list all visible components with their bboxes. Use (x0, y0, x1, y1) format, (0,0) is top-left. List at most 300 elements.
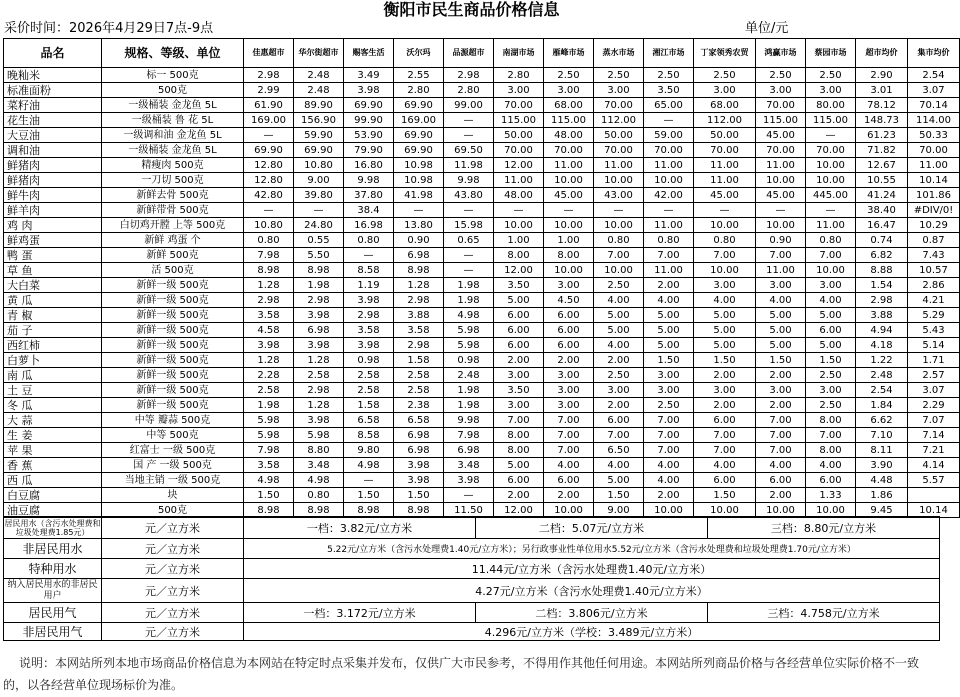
product-spec: 一级桶装 金龙鱼 5L (102, 98, 244, 113)
price-cell: 16.47 (856, 218, 908, 233)
table-row (4, 353, 960, 368)
price-cell: 5.00 (494, 458, 544, 473)
price-cell: 3.00 (806, 383, 856, 398)
price-cell: 2.50 (806, 68, 856, 83)
utility-unit: 元／立方米 (102, 539, 244, 559)
utility-tier: 一档：3.82元/立方米 (244, 517, 476, 539)
product-name: 鲜牛肉 (4, 188, 102, 203)
meta-row (0, 20, 943, 38)
price-cell: 70.00 (594, 98, 644, 113)
price-cell: 6.00 (494, 473, 544, 488)
price-cell: 2.50 (594, 68, 644, 83)
price-cell: 115.00 (544, 113, 594, 128)
header-row (4, 39, 960, 68)
product-spec: 标一 500克 (102, 68, 244, 83)
price-cell: 1.58 (394, 353, 444, 368)
price-cell: 7.00 (644, 443, 694, 458)
price-cell: 2.00 (544, 353, 594, 368)
table-row (4, 113, 960, 128)
price-cell: 10.14 (908, 173, 960, 188)
price-cell: 5.00 (644, 308, 694, 323)
price-cell: 4.98 (344, 458, 394, 473)
price-cell: 69.50 (444, 143, 494, 158)
price-cell: 61.90 (244, 98, 294, 113)
price-cell: 11.00 (908, 158, 960, 173)
price-cell: 7.10 (856, 428, 908, 443)
price-cell: 1.00 (544, 233, 594, 248)
price-cell: 2.80 (494, 68, 544, 83)
price-cell: 2.48 (294, 68, 344, 83)
price-cell: 7.00 (694, 248, 756, 263)
price-cell: 6.00 (694, 413, 756, 428)
price-cell: 5.29 (908, 308, 960, 323)
price-cell: 69.90 (294, 143, 344, 158)
price-cell: 8.00 (806, 413, 856, 428)
price-table (3, 38, 960, 518)
price-cell: 1.98 (244, 398, 294, 413)
utility-value: 4.296元/立方米（学校：3.489元/立方米） (244, 623, 940, 641)
price-cell: 12.00 (494, 503, 544, 518)
price-cell: 43.80 (444, 188, 494, 203)
price-cell: 2.00 (756, 398, 806, 413)
price-cell: 7.00 (756, 248, 806, 263)
price-cell: 12.00 (494, 158, 544, 173)
price-cell: 1.54 (856, 278, 908, 293)
product-name: 南 瓜 (4, 368, 102, 383)
price-cell: 2.50 (806, 398, 856, 413)
price-cell: 7.00 (694, 443, 756, 458)
price-cell: 2.00 (694, 368, 756, 383)
table-row (4, 308, 960, 323)
price-cell: 6.00 (756, 473, 806, 488)
product-name: 西红柿 (4, 338, 102, 353)
product-spec: 500克 (102, 83, 244, 98)
price-cell: 115.00 (806, 113, 856, 128)
price-cell: 11.00 (694, 173, 756, 188)
price-cell: 1.98 (294, 278, 344, 293)
price-cell: 169.00 (244, 113, 294, 128)
price-cell: 6.00 (494, 308, 544, 323)
price-cell: 3.00 (694, 383, 756, 398)
product-name: 鸭 蛋 (4, 248, 102, 263)
table-row (4, 278, 960, 293)
column-header: 雁峰市场 (544, 39, 594, 68)
price-cell: 5.00 (694, 323, 756, 338)
price-cell: 48.00 (494, 188, 544, 203)
price-cell: 10.00 (694, 218, 756, 233)
price-cell: 16.98 (344, 218, 394, 233)
price-cell: 5.00 (694, 308, 756, 323)
price-cell: 156.90 (294, 113, 344, 128)
price-cell: 4.98 (294, 473, 344, 488)
price-cell: 3.00 (644, 368, 694, 383)
price-cell: 148.73 (856, 113, 908, 128)
price-cell: 3.48 (294, 458, 344, 473)
product-name: 茄 子 (4, 323, 102, 338)
price-cell: 7.00 (544, 428, 594, 443)
table-row (4, 383, 960, 398)
utility-unit: 元／立方米 (102, 517, 244, 539)
table-row (4, 233, 960, 248)
price-cell: 37.80 (344, 188, 394, 203)
product-name: 土 豆 (4, 383, 102, 398)
utility-row (4, 623, 940, 641)
price-cell: 8.98 (394, 503, 444, 518)
price-cell: 3.00 (806, 83, 856, 98)
price-cell: 3.58 (244, 308, 294, 323)
table-row (4, 413, 960, 428)
price-cell: 43.00 (594, 188, 644, 203)
price-cell: 6.58 (344, 413, 394, 428)
product-name: 菜籽油 (4, 98, 102, 113)
price-cell: — (394, 203, 444, 218)
utility-tier: 三档：4.758元/立方米 (708, 603, 940, 623)
price-cell: 70.00 (756, 98, 806, 113)
price-cell: 3.98 (244, 338, 294, 353)
price-cell: 6.00 (806, 323, 856, 338)
table-row (4, 83, 960, 98)
price-cell: 1.50 (394, 488, 444, 503)
price-cell: 2.54 (908, 68, 960, 83)
price-cell: 1.50 (806, 353, 856, 368)
utility-table (3, 516, 940, 641)
price-cell: 2.00 (756, 368, 806, 383)
price-cell: 6.62 (856, 413, 908, 428)
price-cell: 1.28 (394, 278, 444, 293)
product-spec: 新鲜一级 500克 (102, 338, 244, 353)
price-cell: 3.00 (544, 383, 594, 398)
table-row (4, 443, 960, 458)
column-header: 超市均价 (856, 39, 908, 68)
price-cell: 70.00 (806, 143, 856, 158)
price-cell: 1.50 (694, 488, 756, 503)
price-cell: 99.00 (444, 98, 494, 113)
price-cell: 7.00 (806, 248, 856, 263)
price-cell: 8.98 (344, 503, 394, 518)
price-cell: 3.49 (344, 68, 394, 83)
price-cell: 7.14 (908, 428, 960, 443)
utility-tier: 二档：3.806元/立方米 (476, 603, 708, 623)
price-cell: 4.50 (544, 293, 594, 308)
price-cell: 70.00 (544, 143, 594, 158)
price-cell: — (806, 203, 856, 218)
price-cell: 3.00 (594, 83, 644, 98)
price-cell: 79.90 (344, 143, 394, 158)
price-cell: 6.00 (544, 308, 594, 323)
table-row (4, 68, 960, 83)
product-name: 香 蕉 (4, 458, 102, 473)
product-name: 苹 果 (4, 443, 102, 458)
product-name: 生 姜 (4, 428, 102, 443)
price-cell: 3.50 (494, 383, 544, 398)
price-cell: 6.82 (856, 248, 908, 263)
price-cell: 59.00 (644, 128, 694, 143)
product-name: 鲜羊肉 (4, 203, 102, 218)
price-cell: 7.00 (756, 443, 806, 458)
price-cell: 1.28 (244, 353, 294, 368)
price-cell: 2.58 (294, 368, 344, 383)
price-cell: — (344, 473, 394, 488)
price-cell: 99.90 (344, 113, 394, 128)
price-cell: 2.50 (806, 368, 856, 383)
price-cell: 7.00 (644, 428, 694, 443)
price-cell: 11.98 (444, 158, 494, 173)
price-cell: 1.98 (444, 293, 494, 308)
price-cell: 4.00 (544, 458, 594, 473)
price-cell: 8.98 (244, 503, 294, 518)
price-cell: 0.80 (344, 233, 394, 248)
price-cell: — (444, 488, 494, 503)
price-cell: 1.50 (694, 353, 756, 368)
price-cell: 2.54 (856, 383, 908, 398)
price-cell: 68.00 (694, 98, 756, 113)
price-cell: 6.00 (544, 338, 594, 353)
price-cell: 7.98 (444, 428, 494, 443)
price-cell: 2.98 (294, 383, 344, 398)
price-cell: 70.00 (644, 143, 694, 158)
price-cell: — (806, 128, 856, 143)
price-cell: 71.82 (856, 143, 908, 158)
price-cell: 6.98 (394, 443, 444, 458)
price-cell: 1.86 (856, 488, 908, 503)
price-cell: 41.24 (856, 188, 908, 203)
product-name: 大 蒜 (4, 413, 102, 428)
price-cell: 5.00 (644, 323, 694, 338)
price-cell: 10.80 (294, 158, 344, 173)
product-spec: 一刀切 500克 (102, 173, 244, 188)
product-spec: 新鲜一级 500克 (102, 398, 244, 413)
price-cell: 2.99 (244, 83, 294, 98)
price-cell: 6.00 (806, 473, 856, 488)
price-cell: 1.28 (294, 398, 344, 413)
price-cell: 10.00 (806, 173, 856, 188)
price-cell: 2.50 (594, 368, 644, 383)
price-cell: 1.84 (856, 398, 908, 413)
price-cell: 7.00 (594, 248, 644, 263)
price-cell: 3.00 (694, 278, 756, 293)
price-cell: 10.00 (644, 173, 694, 188)
column-header: 品名 (4, 39, 102, 68)
price-cell: — (594, 203, 644, 218)
utility-tier: 三档：8.80元/立方米 (708, 517, 940, 539)
price-cell: 45.00 (694, 188, 756, 203)
price-cell: 0.90 (394, 233, 444, 248)
price-cell: 7.98 (244, 443, 294, 458)
price-cell: 8.98 (394, 263, 444, 278)
price-cell: 59.90 (294, 128, 344, 143)
price-cell: 9.00 (294, 173, 344, 188)
collection-time: 采价时间：2026年4月29日7点-9点 (4, 21, 214, 36)
price-cell: 5.98 (444, 338, 494, 353)
utility-unit: 元／立方米 (102, 579, 244, 603)
price-cell: 2.58 (344, 368, 394, 383)
price-cell: 2.00 (594, 353, 644, 368)
price-cell: 3.98 (344, 338, 394, 353)
table-row (4, 473, 960, 488)
column-header: 集市均价 (908, 39, 960, 68)
price-cell: 10.55 (856, 173, 908, 188)
price-cell: 2.55 (394, 68, 444, 83)
table-row (4, 98, 960, 113)
price-cell: 11.00 (644, 263, 694, 278)
price-cell: 1.22 (856, 353, 908, 368)
price-cell: 4.00 (806, 293, 856, 308)
utility-value: 4.27元/立方米（含污水处理费1.40元/立方米） (244, 579, 940, 603)
price-cell: 8.58 (344, 428, 394, 443)
price-cell: 4.00 (756, 293, 806, 308)
price-cell: 2.80 (444, 83, 494, 98)
price-cell: 4.00 (644, 458, 694, 473)
price-cell: 70.00 (594, 143, 644, 158)
price-cell: 38.4 (344, 203, 394, 218)
price-cell: 5.98 (244, 413, 294, 428)
price-cell: 1.71 (908, 353, 960, 368)
utility-label: 非居民用气 (4, 623, 102, 641)
table-row (4, 428, 960, 443)
price-cell: 101.86 (908, 188, 960, 203)
price-cell: 1.50 (644, 353, 694, 368)
price-cell: 10.00 (694, 263, 756, 278)
product-spec: 新鲜带骨 500克 (102, 203, 244, 218)
price-cell: 2.98 (244, 68, 294, 83)
price-cell: 61.23 (856, 128, 908, 143)
price-cell: 5.00 (594, 323, 644, 338)
price-cell: 39.80 (294, 188, 344, 203)
price-cell: 5.00 (594, 473, 644, 488)
price-cell: 38.40 (856, 203, 908, 218)
column-header: 华尔街超市 (294, 39, 344, 68)
price-cell: 3.58 (244, 458, 294, 473)
product-name: 青 椒 (4, 308, 102, 323)
price-cell: 70.00 (494, 143, 544, 158)
price-cell: 112.00 (694, 113, 756, 128)
price-cell: 3.00 (756, 278, 806, 293)
price-cell: 2.48 (444, 368, 494, 383)
price-cell: 65.00 (644, 98, 694, 113)
price-cell: 6.98 (294, 323, 344, 338)
price-cell: 2.98 (244, 293, 294, 308)
utility-label: 居民用水（含污水处理费和垃圾处理费1.85元） (4, 518, 101, 537)
price-cell: 2.38 (394, 398, 444, 413)
price-cell: 0.55 (294, 233, 344, 248)
price-cell: 3.98 (344, 83, 394, 98)
price-cell: 3.01 (856, 83, 908, 98)
price-cell: — (444, 113, 494, 128)
price-cell (908, 488, 960, 503)
price-cell: 3.00 (494, 368, 544, 383)
price-cell: 3.00 (544, 83, 594, 98)
price-cell: 11.00 (544, 158, 594, 173)
utility-row (4, 517, 940, 539)
price-cell: 2.00 (544, 488, 594, 503)
utility-unit: 元／立方米 (102, 559, 244, 579)
product-name: 标准面粉 (4, 83, 102, 98)
price-cell: 7.07 (908, 413, 960, 428)
product-name: 草 鱼 (4, 263, 102, 278)
price-cell: 11.50 (444, 503, 494, 518)
price-cell: 11.00 (694, 158, 756, 173)
disclaimer-note: 说明：本网站所列本地市场商品价格信息为本网站在特定时点采集并发布，仅供广大市民参考，不得用作其他任何用途。本网站所列商品价格与各经营单位实际价格不一致的，以各经营单位现场标价为准。 (3, 656, 920, 692)
price-cell: 80.00 (806, 98, 856, 113)
price-cell: 50.00 (694, 128, 756, 143)
product-name: 大白菜 (4, 278, 102, 293)
product-spec: 新鲜一级 500克 (102, 368, 244, 383)
price-cell: 11.00 (594, 158, 644, 173)
column-header: 赐客生活 (344, 39, 394, 68)
price-cell: 3.00 (644, 383, 694, 398)
price-cell: 5.00 (494, 293, 544, 308)
price-cell: 7.00 (756, 413, 806, 428)
price-cell: — (756, 203, 806, 218)
price-cell: 2.48 (294, 83, 344, 98)
price-cell: — (344, 248, 394, 263)
product-spec: 新鲜一级 500克 (102, 323, 244, 338)
utility-tier: 一档：3.172元/立方米 (244, 603, 476, 623)
price-cell: 3.98 (344, 293, 394, 308)
price-cell: 2.50 (644, 68, 694, 83)
price-cell: 11.00 (494, 173, 544, 188)
price-cell: 48.00 (544, 128, 594, 143)
price-cell: 69.90 (394, 128, 444, 143)
price-cell: 4.00 (644, 473, 694, 488)
price-cell: — (444, 248, 494, 263)
price-cell: 9.45 (856, 503, 908, 518)
price-cell: 9.98 (344, 173, 394, 188)
table-row (4, 398, 960, 413)
price-cell: 3.90 (856, 458, 908, 473)
column-header: 蔡园市场 (806, 39, 856, 68)
price-cell: 3.88 (394, 308, 444, 323)
price-cell: 2.50 (756, 68, 806, 83)
price-cell: 24.80 (294, 218, 344, 233)
price-cell: 4.14 (908, 458, 960, 473)
product-name: 大豆油 (4, 128, 102, 143)
price-cell: 4.48 (856, 473, 908, 488)
product-spec: 中等 500克 (102, 428, 244, 443)
product-spec: 一级桶装 金龙鱼 5L (102, 143, 244, 158)
price-cell: 3.00 (756, 383, 806, 398)
product-spec: 中等 瓣蒜 500克 (102, 413, 244, 428)
price-cell: 10.00 (544, 263, 594, 278)
table-row (4, 293, 960, 308)
price-cell: 2.00 (694, 398, 756, 413)
price-cell: 45.00 (544, 188, 594, 203)
product-name: 白萝卜 (4, 353, 102, 368)
price-cell: 2.00 (644, 278, 694, 293)
table-row (4, 173, 960, 188)
product-spec: 块 (102, 488, 244, 503)
table-row (4, 338, 960, 353)
price-cell: 4.94 (856, 323, 908, 338)
price-cell: 9.98 (444, 413, 494, 428)
price-cell: 2.50 (644, 398, 694, 413)
product-name: 鲜鸡蛋 (4, 233, 102, 248)
price-cell: 12.00 (494, 263, 544, 278)
price-cell: 9.00 (594, 503, 644, 518)
price-cell: 1.00 (494, 233, 544, 248)
price-cell: 11.00 (644, 218, 694, 233)
price-cell: 4.21 (908, 293, 960, 308)
price-cell: 8.98 (294, 503, 344, 518)
price-cell: 11.00 (806, 218, 856, 233)
column-header: 品源超市 (444, 39, 494, 68)
price-cell: 3.00 (494, 398, 544, 413)
price-cell: — (644, 113, 694, 128)
table-row (4, 203, 960, 218)
price-cell: 10.00 (694, 503, 756, 518)
price-cell: 4.58 (244, 323, 294, 338)
price-cell: 0.98 (344, 353, 394, 368)
